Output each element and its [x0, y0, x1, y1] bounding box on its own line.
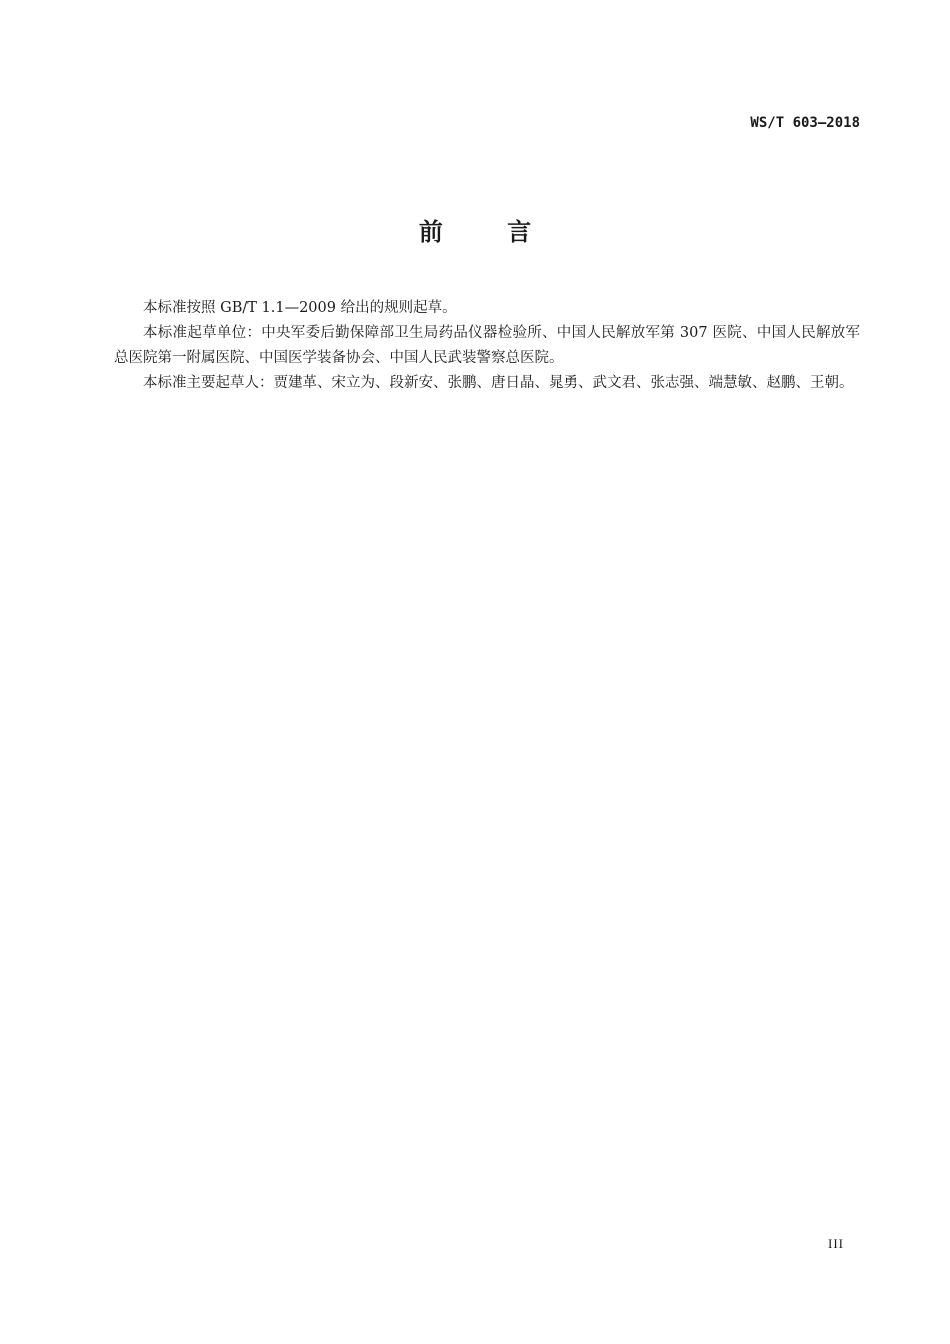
page-number: III [828, 1236, 844, 1251]
paragraph-drafters: 本标准主要起草人：贾建革、宋立为、段新安、张鹏、唐日晶、晁勇、武文君、张志强、端慧敏、赵鹏、王朝。 [143, 375, 854, 391]
standard-code: WS/T 603—2018 [750, 115, 860, 131]
paragraph-drafting-rules: 本标准按照 GB/T 1.1—2009 给出的规则起草。 [143, 300, 457, 316]
paragraph-drafting-units: 本标准起草单位：中央军委后勤保障部卫生局药品仪器检验所、中国人民解放军第 307 医院、中国人民解放军总医院第一附属医院、中国医学装备协会、中国人民武装警察总医院。 [114, 325, 860, 366]
page-title: 前 言 [418, 218, 560, 246]
foreword-body [114, 296, 860, 396]
